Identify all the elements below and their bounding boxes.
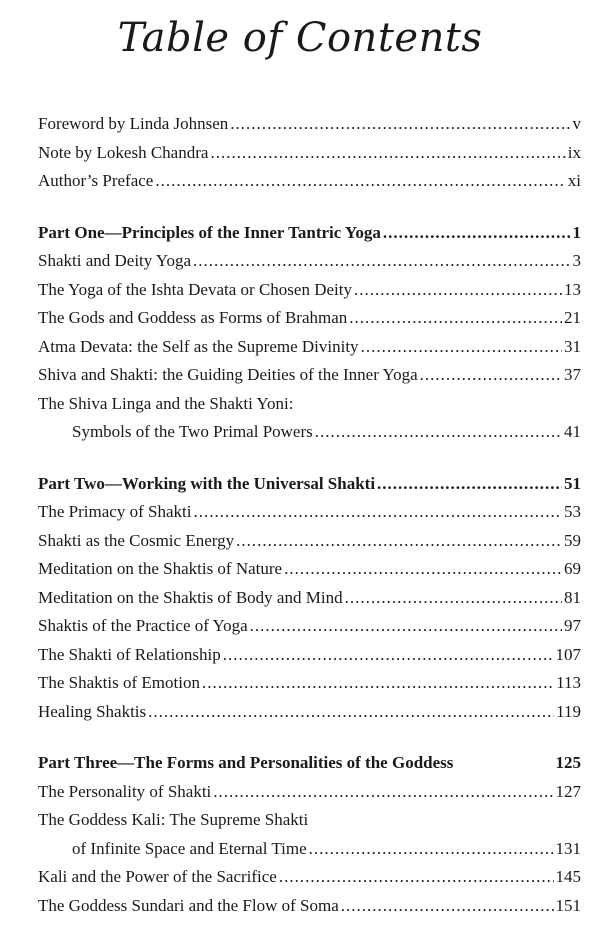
toc-entry[interactable] xyxy=(38,276,581,305)
leader-dots xyxy=(420,361,562,390)
leader-dots xyxy=(250,612,562,641)
entry-title-continued: Symbols of the Two Primal Powers xyxy=(72,422,313,441)
leader-dots xyxy=(341,892,554,921)
entry-title: Meditation on the Shaktis of Body and Mind xyxy=(38,587,343,607)
entry-title: The Personality of Shakti xyxy=(38,781,212,801)
part-title: Part Two—Working with the Universal Shakti xyxy=(38,473,376,493)
toc-entry-preface[interactable] xyxy=(38,167,581,196)
leader-dots xyxy=(279,863,554,892)
entry-title: The Goddess Sundari and the Flow of Soma xyxy=(38,895,339,915)
toc-entry[interactable] xyxy=(38,612,581,641)
entry-page: 151 xyxy=(555,895,581,915)
leader-dots xyxy=(148,698,554,727)
leader-dots xyxy=(213,778,553,807)
leader-dots xyxy=(223,641,554,670)
leader-dots xyxy=(210,139,565,168)
leader-dots xyxy=(230,110,570,139)
entry-page: 13 xyxy=(564,279,581,299)
toc-entry[interactable] xyxy=(38,863,581,892)
entry-page: 37 xyxy=(564,365,581,384)
entry-page: 69 xyxy=(564,559,581,578)
entry-title: Note by Lokesh Chandra xyxy=(38,142,209,162)
leader-dots xyxy=(383,219,571,248)
toc-entry-line1[interactable] xyxy=(38,390,581,419)
leader-dots xyxy=(155,167,565,196)
entry-page: 81 xyxy=(564,587,581,607)
entry-title: Atma Devata: the Self as the Supreme Divinity xyxy=(38,336,359,356)
toc-entry[interactable] xyxy=(38,778,581,807)
toc-entry-note[interactable] xyxy=(38,139,581,168)
entry-page: 127 xyxy=(555,781,581,801)
entry-page: 51 xyxy=(564,473,581,493)
entry-title: Author’s Preface xyxy=(38,171,154,190)
toc-list xyxy=(38,110,581,920)
entry-page: ix xyxy=(567,142,581,162)
toc-entry[interactable] xyxy=(38,698,581,727)
toc-entry[interactable] xyxy=(38,361,581,390)
toc-entry[interactable] xyxy=(38,641,581,670)
entry-page: 21 xyxy=(564,308,581,327)
entry-page: 131 xyxy=(555,838,581,858)
entry-page: 3 xyxy=(572,251,581,270)
toc-entry[interactable] xyxy=(38,247,581,276)
toc-entry[interactable] xyxy=(38,527,581,556)
toc-entry-foreword[interactable] xyxy=(38,110,581,139)
entry-page: 145 xyxy=(555,867,581,886)
section-gap xyxy=(38,196,581,219)
entry-page: 1 xyxy=(572,222,581,242)
entry-page: xi xyxy=(567,171,581,190)
toc-entry[interactable] xyxy=(38,669,581,698)
toc-entry-line2[interactable] xyxy=(38,835,581,864)
part-title: Part Three—The Forms and Personalities of the Goddess xyxy=(38,753,454,772)
entry-title: The Shaktis of Emotion xyxy=(38,673,200,692)
entry-title-continued: of Infinite Space and Eternal Time xyxy=(72,838,307,858)
entry-title: Shiva and Shakti: the Guiding Deities of the Inner Yoga xyxy=(38,365,418,384)
toc-entry-line2[interactable] xyxy=(38,418,581,447)
toc-entry[interactable] xyxy=(38,555,581,584)
entry-title: Meditation on the Shaktis of Nature xyxy=(38,559,283,578)
entry-page: 125 xyxy=(555,753,581,772)
toc-part-three-heading[interactable] xyxy=(38,749,581,778)
leader-dots xyxy=(202,669,554,698)
part-title: Part One—Principles of the Inner Tantric Yoga xyxy=(38,222,381,242)
toc-part-two-heading[interactable] xyxy=(38,470,581,499)
leader-dots xyxy=(354,276,562,305)
entry-title: The Goddess Kali: The Supreme Shakti xyxy=(38,810,309,829)
entry-page: 107 xyxy=(555,644,581,664)
toc-entry[interactable] xyxy=(38,892,581,921)
entry-page: 113 xyxy=(556,673,581,692)
leader-dots xyxy=(236,527,562,556)
entry-page: 53 xyxy=(564,502,581,521)
toc-entry-line1[interactable] xyxy=(38,806,581,835)
leader-dots xyxy=(193,498,562,527)
leader-dots xyxy=(309,835,554,864)
entry-title: Shakti as the Cosmic Energy xyxy=(38,530,235,550)
leader-dots xyxy=(284,555,562,584)
leader-dots xyxy=(361,333,562,362)
entry-title: The Primacy of Shakti xyxy=(38,502,192,521)
entry-title: Kali and the Power of the Sacrifice xyxy=(38,867,277,886)
toc-entry[interactable] xyxy=(38,498,581,527)
toc-entry[interactable] xyxy=(38,304,581,333)
entry-title: The Shiva Linga and the Shakti Yoni: xyxy=(38,393,294,413)
section-gap xyxy=(38,447,581,470)
entry-title: The Yoga of the Ishta Devata or Chosen Deity xyxy=(38,279,352,299)
leader-dots xyxy=(345,584,562,613)
leader-dots xyxy=(377,470,562,499)
entry-page: 41 xyxy=(564,422,581,441)
entry-page: 59 xyxy=(564,530,581,550)
entry-title: The Shakti of Relationship xyxy=(38,644,221,664)
entry-page: 31 xyxy=(564,336,581,356)
toc-entry[interactable] xyxy=(38,333,581,362)
leader-dots xyxy=(315,418,562,447)
toc-entry[interactable] xyxy=(38,584,581,613)
entry-page: 97 xyxy=(564,616,581,635)
entry-title: Shaktis of the Practice of Yoga xyxy=(38,616,248,635)
section-gap xyxy=(38,726,581,749)
entry-page: v xyxy=(572,114,581,133)
entry-title: Healing Shaktis xyxy=(38,701,147,721)
toc-part-one-heading[interactable] xyxy=(38,219,581,248)
entry-title: Shakti and Deity Yoga xyxy=(38,251,191,270)
leader-dots xyxy=(193,247,571,276)
entry-title: The Gods and Goddess as Forms of Brahman xyxy=(38,308,348,327)
page-title: Table of Contents xyxy=(117,15,483,61)
leader-dots xyxy=(349,304,562,333)
entry-title: Foreword by Linda Johnsen xyxy=(38,114,229,133)
entry-page: 119 xyxy=(556,701,581,721)
